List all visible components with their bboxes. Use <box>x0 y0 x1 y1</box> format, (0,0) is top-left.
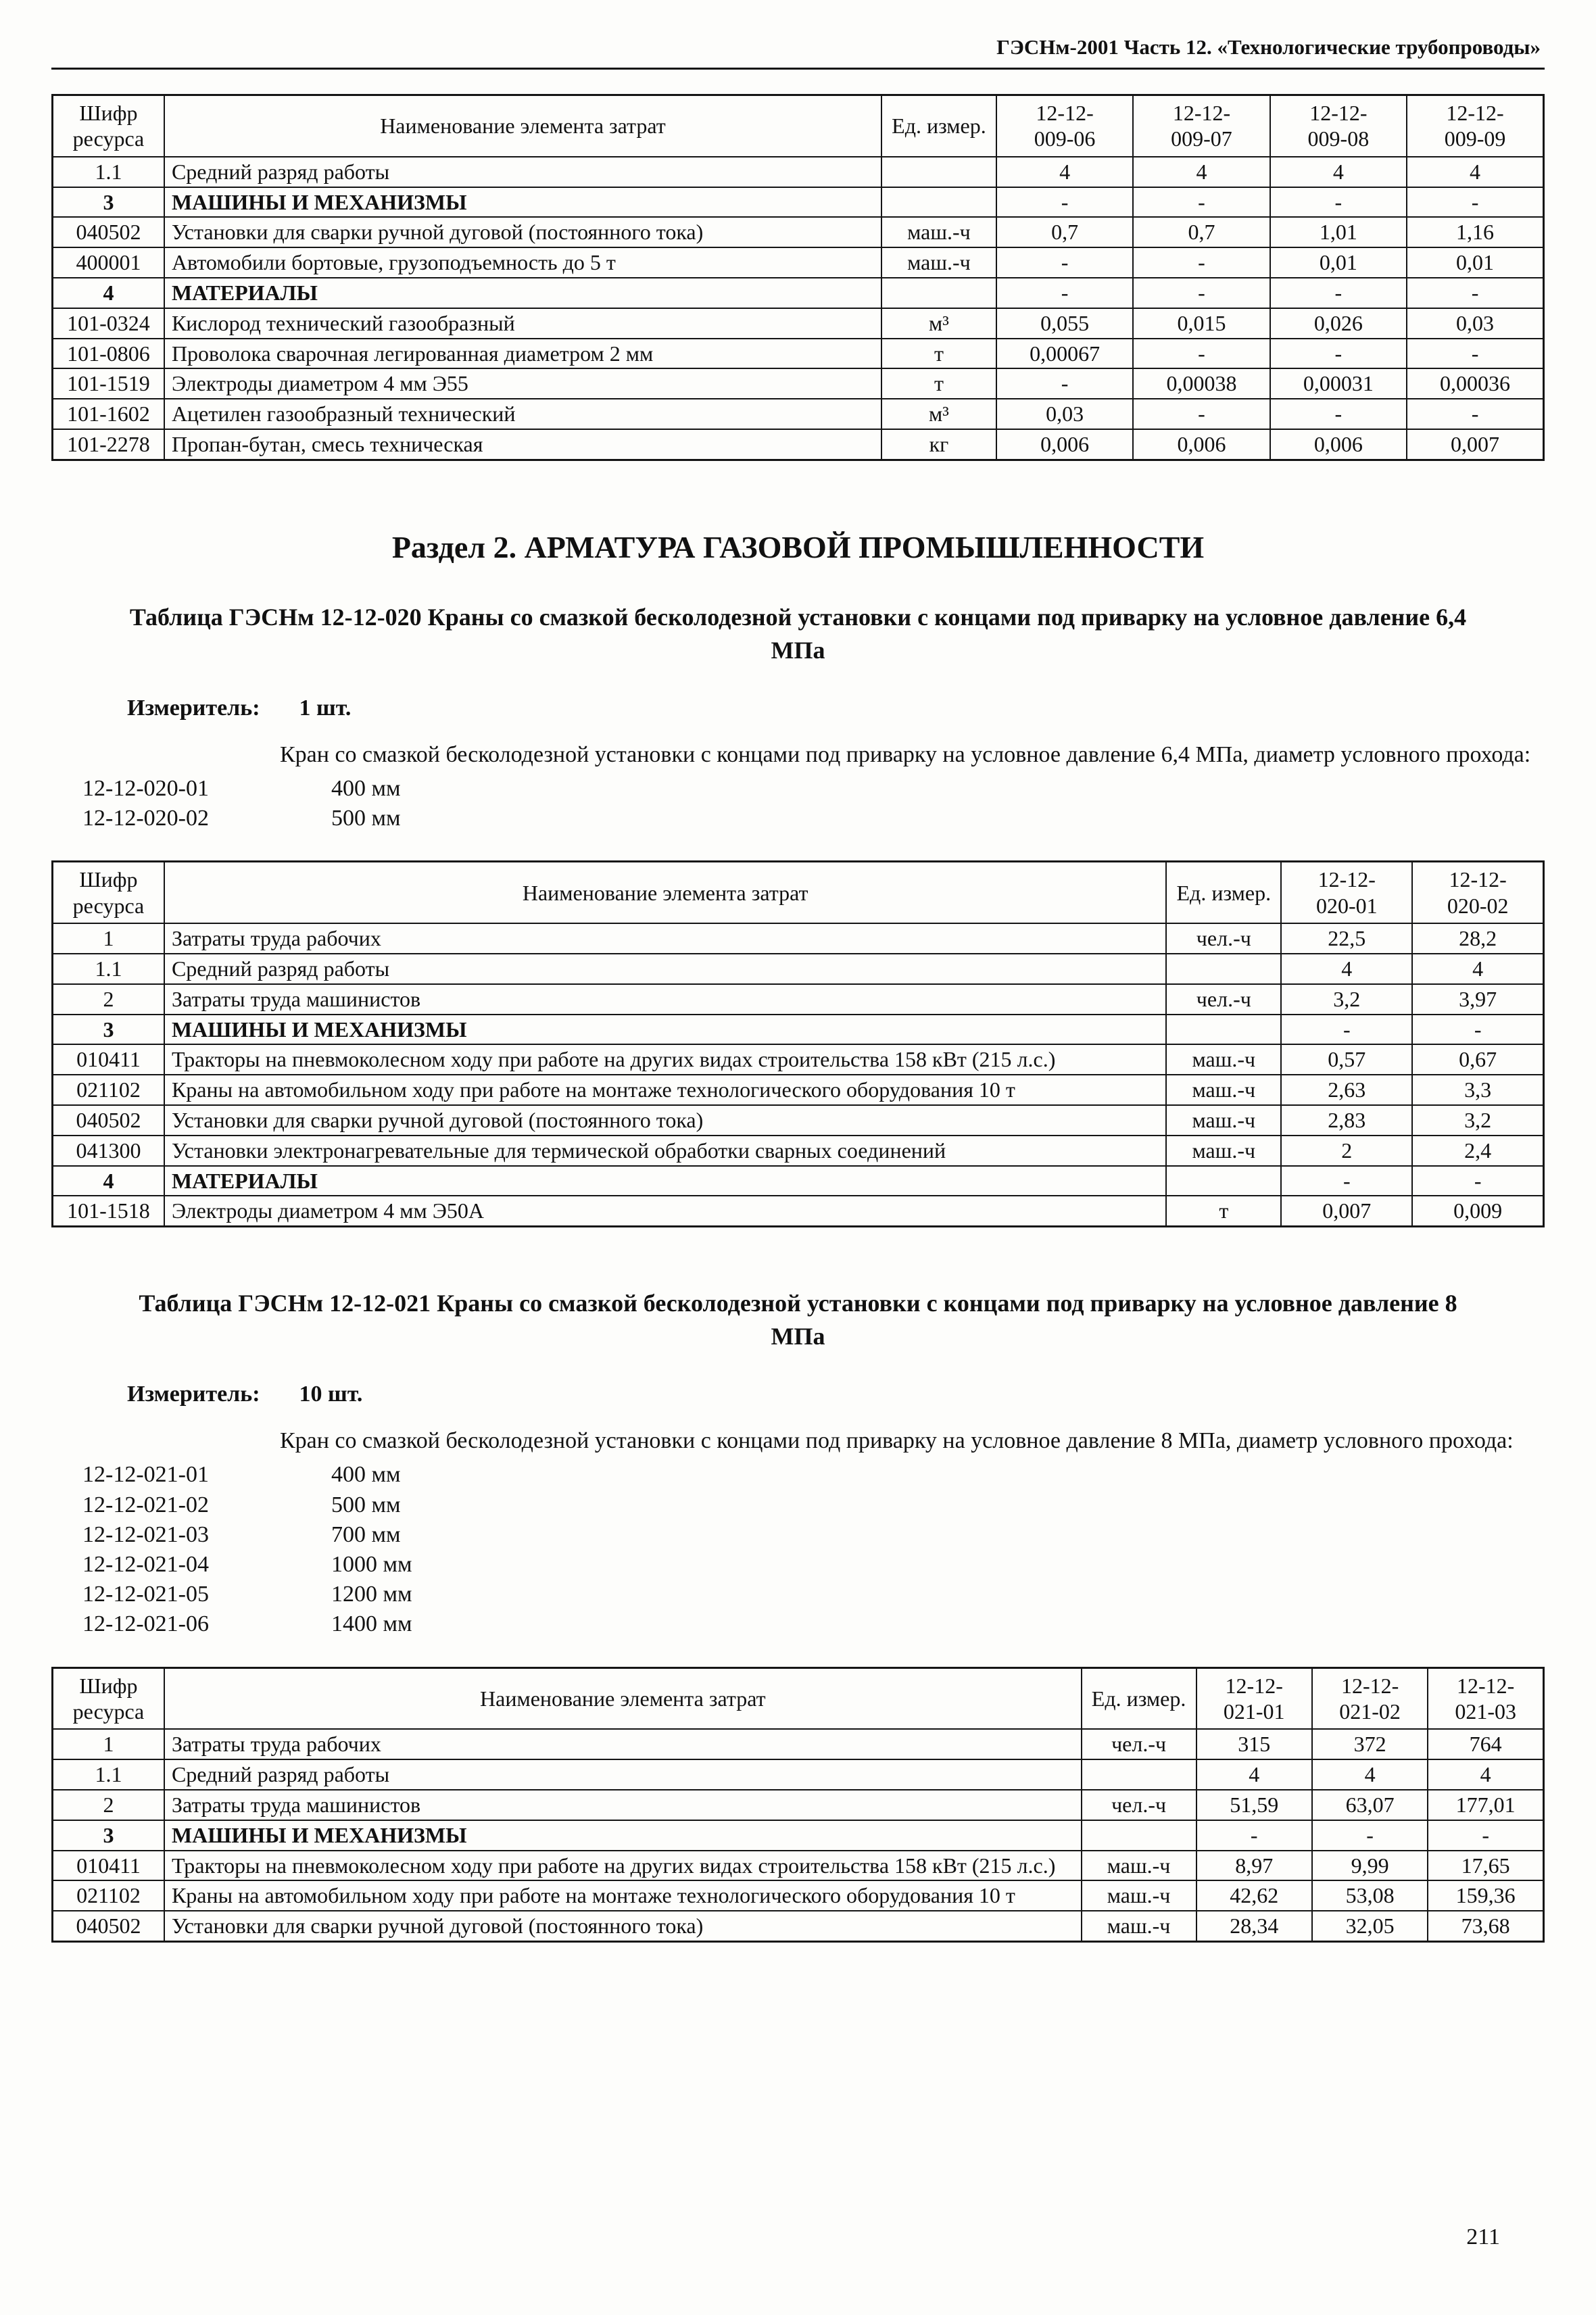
cell-resource-code: 040502 <box>53 1105 164 1136</box>
column-header-unit: Ед. измер. <box>1082 1667 1196 1729</box>
table-row <box>53 1044 1544 1075</box>
cell-value: - <box>996 368 1133 399</box>
measure-value: 10 шт. <box>299 1382 363 1407</box>
cell-value: 0,00067 <box>996 339 1133 369</box>
cell-unit: маш.-ч <box>1082 1911 1196 1941</box>
cell-resource-code: 101-0324 <box>53 308 164 339</box>
cell-element-name: МАШИНЫ И МЕХАНИЗМЫ <box>164 1820 1082 1851</box>
spec-item <box>51 1550 1545 1580</box>
cell-value: 51,59 <box>1196 1790 1312 1820</box>
cell-value: - <box>1196 1820 1312 1851</box>
cell-unit: м³ <box>881 399 996 429</box>
cell-value: 3,2 <box>1412 1105 1543 1136</box>
cell-value: 17,65 <box>1428 1851 1543 1881</box>
column-header-norm-code: 12-12- 009-06 <box>996 95 1133 157</box>
spec-item <box>51 1609 1545 1639</box>
cell-value: - <box>1133 278 1269 308</box>
spec-item-code: 12-12-021-04 <box>82 1551 209 1577</box>
cell-value: 4 <box>1281 954 1412 984</box>
cell-resource-code: 4 <box>53 1166 164 1196</box>
cell-value: - <box>1270 399 1407 429</box>
cell-value: - <box>1133 247 1269 278</box>
cell-resource-code: 1.1 <box>53 157 164 187</box>
cell-unit: м³ <box>881 308 996 339</box>
cell-unit <box>881 278 996 308</box>
resource-table-009 <box>51 94 1545 461</box>
spec-item <box>51 774 1545 804</box>
cell-resource-code: 1 <box>53 923 164 954</box>
column-header-norm-code: 12-12- 009-07 <box>1133 95 1269 157</box>
cell-value: - <box>996 278 1133 308</box>
cell-value: - <box>1428 1820 1543 1851</box>
spec-item-size: 400 мм <box>331 1462 401 1488</box>
cell-value: - <box>1312 1820 1428 1851</box>
cell-element-name: Затраты труда машинистов <box>164 984 1166 1015</box>
cell-value: - <box>1407 399 1543 429</box>
cell-value: - <box>1281 1166 1412 1196</box>
table-row <box>53 954 1544 984</box>
cell-value: 0,00036 <box>1407 368 1543 399</box>
spec-item-code: 12-12-021-01 <box>82 1462 209 1488</box>
spec-item-size: 500 мм <box>331 806 401 831</box>
column-header-norm-code: 12-12- 009-09 <box>1407 95 1543 157</box>
cell-unit <box>1082 1820 1196 1851</box>
cell-resource-code: 3 <box>53 1015 164 1045</box>
cell-value: 53,08 <box>1312 1880 1428 1911</box>
cell-value: 4 <box>1133 157 1269 187</box>
cell-value: 2,63 <box>1281 1075 1412 1105</box>
cell-value: 73,68 <box>1428 1911 1543 1941</box>
table-row <box>53 1790 1544 1820</box>
cell-value: 0,00038 <box>1133 368 1269 399</box>
table-row <box>53 399 1544 429</box>
cell-value: 22,5 <box>1281 923 1412 954</box>
spec-item <box>51 1580 1545 1609</box>
measure-value: 1 шт. <box>299 696 352 721</box>
cell-value: 1,01 <box>1270 217 1407 247</box>
table-row <box>53 1166 1544 1196</box>
cell-value: 0,009 <box>1412 1196 1543 1226</box>
cell-resource-code: 010411 <box>53 1851 164 1881</box>
cell-element-name: Затраты труда машинистов <box>164 1790 1082 1820</box>
cell-value: 4 <box>1196 1759 1312 1790</box>
column-header-norm-code: 12-12- 020-02 <box>1412 862 1543 923</box>
section-heading: Раздел 2. АРМАТУРА ГАЗОВОЙ ПРОМЫШЛЕННОСТИ <box>391 529 1205 564</box>
table-header-row <box>53 1667 1544 1729</box>
cell-value: 0,01 <box>1407 247 1543 278</box>
table-row <box>53 1729 1544 1759</box>
cell-unit: маш.-ч <box>1166 1044 1281 1075</box>
cell-value: 1,16 <box>1407 217 1543 247</box>
column-header-norm-code: 12-12- 021-03 <box>1428 1667 1543 1729</box>
cell-value: 9,99 <box>1312 1851 1428 1881</box>
cell-value: - <box>1412 1166 1543 1196</box>
cell-resource-code: 101-0806 <box>53 339 164 369</box>
cell-value: - <box>1133 187 1269 218</box>
cell-unit: чел.-ч <box>1082 1729 1196 1759</box>
measure-label: Измеритель: <box>127 1382 260 1407</box>
table-row <box>53 1759 1544 1790</box>
cell-resource-code: 1.1 <box>53 1759 164 1790</box>
table-row <box>53 1196 1544 1226</box>
cell-element-name: Средний разряд работы <box>164 954 1166 984</box>
cell-element-name: МАШИНЫ И МЕХАНИЗМЫ <box>164 1015 1166 1045</box>
measure-line-021 <box>127 1381 1545 1409</box>
table-row <box>53 278 1544 308</box>
cell-value: - <box>996 187 1133 218</box>
cell-element-name: Ацетилен газообразный технический <box>164 399 881 429</box>
cell-resource-code: 1 <box>53 1729 164 1759</box>
cell-value: 8,97 <box>1196 1851 1312 1881</box>
table-header-row <box>53 862 1544 923</box>
spec-list-021 <box>51 1460 1545 1639</box>
table-row <box>53 157 1544 187</box>
column-header-resource-code: Шифр ресурса <box>53 862 164 923</box>
table-row <box>53 1105 1544 1136</box>
spec-item-code: 12-12-020-01 <box>82 776 209 802</box>
cell-resource-code: 041300 <box>53 1136 164 1166</box>
cell-resource-code: 400001 <box>53 247 164 278</box>
resource-table-021 <box>51 1667 1545 1943</box>
column-header-unit: Ед. измер. <box>881 95 996 157</box>
cell-value: 0,67 <box>1412 1044 1543 1075</box>
cell-unit: чел.-ч <box>1082 1790 1196 1820</box>
cell-value: - <box>996 247 1133 278</box>
cell-element-name: Установки электронагревательные для термической обработки сварных соединений <box>164 1136 1166 1166</box>
cell-unit <box>1166 1166 1281 1196</box>
cell-value: 159,36 <box>1428 1880 1543 1911</box>
cell-value: 0,00031 <box>1270 368 1407 399</box>
cell-value: - <box>1407 187 1543 218</box>
resource-table-020 <box>51 860 1545 1227</box>
cell-value: - <box>1270 187 1407 218</box>
spec-item-code: 12-12-021-02 <box>82 1492 209 1517</box>
measure-label: Измеритель: <box>127 696 260 721</box>
cell-element-name: Краны на автомобильном ходу при работе на монтаже технологического оборудования 10 т <box>164 1075 1166 1105</box>
column-header-element-name: Наименование элемента затрат <box>164 95 881 157</box>
cell-unit: чел.-ч <box>1166 984 1281 1015</box>
cell-value: 4 <box>1407 157 1543 187</box>
cell-value: 0,01 <box>1270 247 1407 278</box>
spec-item-size: 1200 мм <box>331 1582 412 1607</box>
table-title-021: Таблица ГЭСНм 12-12-021 Краны со смазкой бесколодезной установки с концами под приварку на условное давление 8 МПа <box>139 1290 1457 1350</box>
spec-item <box>51 1520 1545 1550</box>
cell-value: 0,015 <box>1133 308 1269 339</box>
cell-unit <box>1082 1759 1196 1790</box>
cell-unit: чел.-ч <box>1166 923 1281 954</box>
cell-value: 4 <box>1428 1759 1543 1790</box>
cell-element-name: Затраты труда рабочих <box>164 923 1166 954</box>
cell-resource-code: 021102 <box>53 1880 164 1911</box>
cell-unit <box>1166 954 1281 984</box>
cell-value: - <box>1270 339 1407 369</box>
table-row <box>53 1851 1544 1881</box>
cell-resource-code: 040502 <box>53 217 164 247</box>
table-row <box>53 187 1544 218</box>
cell-unit: маш.-ч <box>1082 1880 1196 1911</box>
cell-value: - <box>1407 339 1543 369</box>
spec-item <box>51 1460 1545 1490</box>
cell-value: - <box>1133 399 1269 429</box>
spec-item-code: 12-12-020-02 <box>82 806 209 831</box>
cell-unit: т <box>881 339 996 369</box>
cell-element-name: МАТЕРИАЛЫ <box>164 278 881 308</box>
cell-value: 42,62 <box>1196 1880 1312 1911</box>
table-row <box>53 1075 1544 1105</box>
cell-resource-code: 101-2278 <box>53 429 164 460</box>
cell-unit: маш.-ч <box>1166 1136 1281 1166</box>
cell-element-name: Установки для сварки ручной дуговой (постоянного тока) <box>164 1911 1082 1941</box>
cell-value: 0,57 <box>1281 1044 1412 1075</box>
column-header-unit: Ед. измер. <box>1166 862 1281 923</box>
cell-element-name: Автомобили бортовые, грузоподъемность до 5 т <box>164 247 881 278</box>
cell-value: 32,05 <box>1312 1911 1428 1941</box>
column-header-element-name: Наименование элемента затрат <box>164 862 1166 923</box>
cell-value: 0,7 <box>996 217 1133 247</box>
cell-value: 0,03 <box>996 399 1133 429</box>
cell-value: 0,03 <box>1407 308 1543 339</box>
table-row <box>53 217 1544 247</box>
cell-value: 0,007 <box>1407 429 1543 460</box>
cell-value: 4 <box>1412 954 1543 984</box>
cell-element-name: Средний разряд работы <box>164 157 881 187</box>
cell-unit: маш.-ч <box>1166 1075 1281 1105</box>
cell-element-name: Средний разряд работы <box>164 1759 1082 1790</box>
cell-value: - <box>1270 278 1407 308</box>
cell-unit <box>1166 1015 1281 1045</box>
cell-value: 2,4 <box>1412 1136 1543 1166</box>
table-title-020: Таблица ГЭСНм 12-12-020 Краны со смазкой бесколодезной установки с концами под приварку на условное давление 6,4 МПа <box>129 603 1467 664</box>
table-row <box>53 1820 1544 1851</box>
cell-unit: кг <box>881 429 996 460</box>
cell-value: - <box>1407 278 1543 308</box>
cell-resource-code: 101-1519 <box>53 368 164 399</box>
cell-element-name: Установки для сварки ручной дуговой (постоянного тока) <box>164 1105 1166 1136</box>
column-header-resource-code: Шифр ресурса <box>53 95 164 157</box>
document-header: ГЭСНм-2001 Часть 12. «Технологические трубопроводы» <box>51 35 1545 70</box>
cell-element-name: Электроды диаметром 4 мм Э55 <box>164 368 881 399</box>
spec-item-size: 1400 мм <box>331 1611 412 1637</box>
cell-value: 2 <box>1281 1136 1412 1166</box>
cell-value: - <box>1281 1015 1412 1045</box>
table-row <box>53 984 1544 1015</box>
cell-unit: маш.-ч <box>1166 1105 1281 1136</box>
cell-resource-code: 1.1 <box>53 954 164 984</box>
column-header-resource-code: Шифр ресурса <box>53 1667 164 1729</box>
cell-element-name: Кислород технический газообразный <box>164 308 881 339</box>
column-header-element-name: Наименование элемента затрат <box>164 1667 1082 1729</box>
cell-value: 3,2 <box>1281 984 1412 1015</box>
cell-value: 28,2 <box>1412 923 1543 954</box>
cell-resource-code: 101-1602 <box>53 399 164 429</box>
spec-item-code: 12-12-021-03 <box>82 1521 209 1547</box>
table-row <box>53 247 1544 278</box>
cell-element-name: Краны на автомобильном ходу при работе на монтаже технологического оборудования 10 т <box>164 1880 1082 1911</box>
cell-resource-code: 3 <box>53 187 164 218</box>
cell-element-name: Электроды диаметром 4 мм Э50А <box>164 1196 1166 1226</box>
column-header-norm-code: 12-12- 020-01 <box>1281 862 1412 923</box>
cell-value: 4 <box>1270 157 1407 187</box>
table-row <box>53 308 1544 339</box>
cell-element-name: Затраты труда рабочих <box>164 1729 1082 1759</box>
description-020: Кран со смазкой бесколодезной установки с концами под приварку на условное давление 6,4 МПа, диаметр условного прохода: <box>280 741 1531 767</box>
spec-item-size: 500 мм <box>331 1492 401 1517</box>
cell-resource-code: 040502 <box>53 1911 164 1941</box>
cell-unit: маш.-ч <box>1082 1851 1196 1881</box>
cell-element-name: Проволока сварочная легированная диаметром 2 мм <box>164 339 881 369</box>
column-header-norm-code: 12-12- 009-08 <box>1270 95 1407 157</box>
cell-resource-code: 2 <box>53 984 164 1015</box>
cell-element-name: Тракторы на пневмоколесном ходу при работе на других видах строительства 158 кВт (215 л.с.) <box>164 1851 1082 1881</box>
table-row <box>53 1880 1544 1911</box>
cell-value: 4 <box>1312 1759 1428 1790</box>
cell-value: 3,97 <box>1412 984 1543 1015</box>
cell-value: 0,7 <box>1133 217 1269 247</box>
cell-unit <box>881 187 996 218</box>
spec-item <box>51 804 1545 833</box>
cell-element-name: Установки для сварки ручной дуговой (постоянного тока) <box>164 217 881 247</box>
spec-list-020 <box>51 774 1545 833</box>
spec-item-size: 700 мм <box>331 1521 401 1547</box>
table-row <box>53 429 1544 460</box>
spec-item <box>51 1490 1545 1520</box>
spec-item-size: 1000 мм <box>331 1551 412 1577</box>
page-number: 211 <box>1466 2224 1500 2249</box>
cell-value: 2,83 <box>1281 1105 1412 1136</box>
cell-element-name: Пропан-бутан, смесь техническая <box>164 429 881 460</box>
cell-resource-code: 4 <box>53 278 164 308</box>
table-row <box>53 339 1544 369</box>
cell-unit: маш.-ч <box>881 217 996 247</box>
column-header-norm-code: 12-12- 021-01 <box>1196 1667 1312 1729</box>
table-row <box>53 923 1544 954</box>
cell-element-name: МАТЕРИАЛЫ <box>164 1166 1166 1196</box>
measure-line-020 <box>127 695 1545 723</box>
cell-value: 0,006 <box>1133 429 1269 460</box>
cell-value: 764 <box>1428 1729 1543 1759</box>
cell-resource-code: 021102 <box>53 1075 164 1105</box>
spec-item-code: 12-12-021-06 <box>82 1611 209 1637</box>
cell-value: 28,34 <box>1196 1911 1312 1941</box>
cell-value: 4 <box>996 157 1133 187</box>
cell-unit: маш.-ч <box>881 247 996 278</box>
spec-item-code: 12-12-021-05 <box>82 1582 209 1607</box>
cell-resource-code: 3 <box>53 1820 164 1851</box>
cell-value: 63,07 <box>1312 1790 1428 1820</box>
cell-value: 0,026 <box>1270 308 1407 339</box>
cell-resource-code: 010411 <box>53 1044 164 1075</box>
cell-resource-code: 101-1518 <box>53 1196 164 1226</box>
cell-value: 315 <box>1196 1729 1312 1759</box>
cell-element-name: Тракторы на пневмоколесном ходу при работе на других видах строительства 158 кВт (215 л.с.) <box>164 1044 1166 1075</box>
spec-item-size: 400 мм <box>331 776 401 802</box>
cell-value: 0,055 <box>996 308 1133 339</box>
table-row <box>53 1015 1544 1045</box>
cell-value: 177,01 <box>1428 1790 1543 1820</box>
cell-value: - <box>1133 339 1269 369</box>
cell-value: - <box>1412 1015 1543 1045</box>
cell-unit <box>881 157 996 187</box>
cell-element-name: МАШИНЫ И МЕХАНИЗМЫ <box>164 187 881 218</box>
table-row <box>53 1136 1544 1166</box>
description-021: Кран со смазкой бесколодезной установки с концами под приварку на условное давление 8 МПа, диаметр условного прохода: <box>280 1428 1514 1454</box>
cell-value: 0,006 <box>1270 429 1407 460</box>
cell-value: 3,3 <box>1412 1075 1543 1105</box>
column-header-norm-code: 12-12- 021-02 <box>1312 1667 1428 1729</box>
cell-value: 0,006 <box>996 429 1133 460</box>
cell-resource-code: 2 <box>53 1790 164 1820</box>
table-row <box>53 1911 1544 1941</box>
cell-unit: т <box>881 368 996 399</box>
table-header-row <box>53 95 1544 157</box>
table-row <box>53 368 1544 399</box>
cell-value: 0,007 <box>1281 1196 1412 1226</box>
cell-value: 372 <box>1312 1729 1428 1759</box>
cell-unit: т <box>1166 1196 1281 1226</box>
